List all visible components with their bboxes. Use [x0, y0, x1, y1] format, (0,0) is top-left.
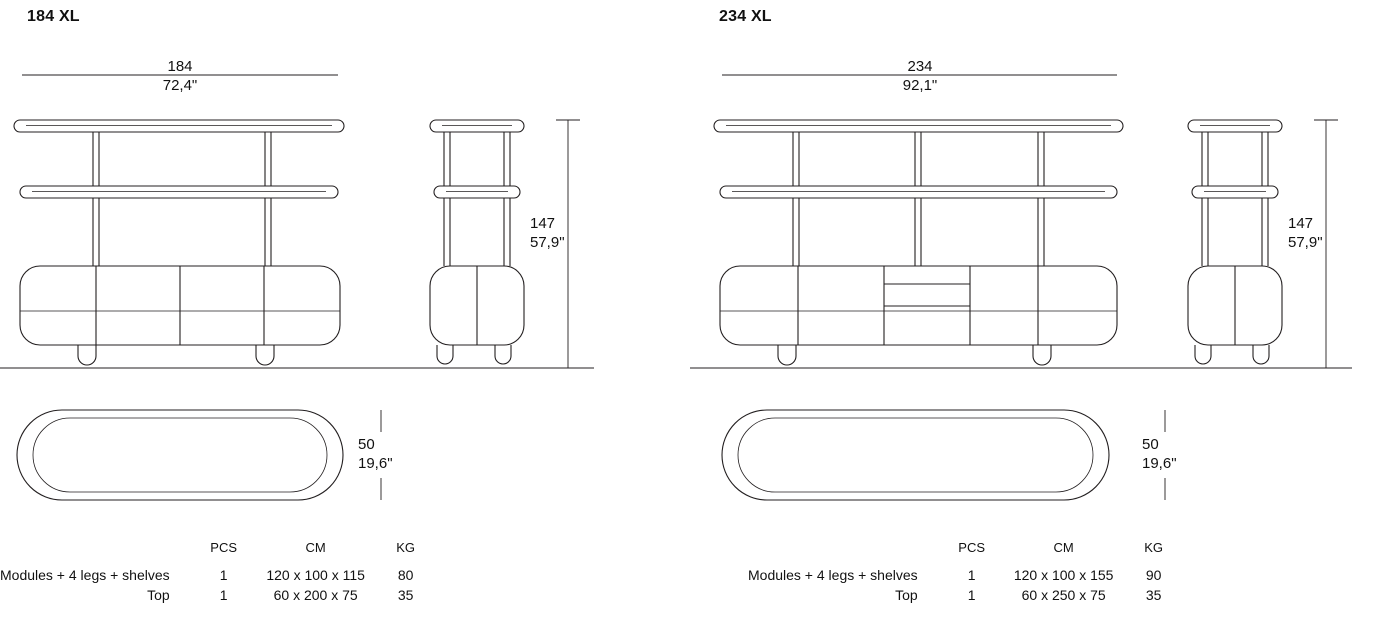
table-header-cm: CM [1053, 540, 1074, 555]
front-top-shelf [714, 120, 1123, 132]
row-cm: 60 x 200 x 75 [273, 587, 358, 603]
top-view-outline-184 [17, 410, 343, 500]
specs-table-184 [0, 540, 600, 605]
depth-label-234: 50 19,6" [1142, 436, 1177, 472]
row-kg: 90 [1145, 567, 1162, 583]
front-leg-left [778, 345, 796, 365]
row-label: Modules + 4 legs + shelves [0, 567, 170, 583]
row-pcs: 1 [967, 567, 976, 583]
side-leg-right [495, 345, 511, 364]
depth-label-184: 50 19,6" [358, 436, 393, 472]
row-kg: 35 [1145, 587, 1162, 603]
product-panel-234xl [690, 0, 1377, 642]
table-row [748, 585, 1180, 605]
front-middle-shelf [20, 186, 338, 198]
page-title-184xl: 184 XL [27, 8, 80, 25]
top-view-inner-184 [33, 418, 327, 492]
row-pcs: 1 [219, 567, 228, 583]
top-view-inner-234 [738, 418, 1093, 492]
side-middle-shelf [1192, 186, 1278, 198]
table-row [748, 565, 1180, 585]
side-leg-right [1253, 345, 1269, 364]
table-header-cm: CM [305, 540, 326, 555]
front-top-shelf [14, 120, 344, 132]
row-label: Top [895, 587, 918, 603]
table-header-row [0, 540, 432, 565]
table-header-row [748, 540, 1180, 565]
row-cm: 120 x 100 x 115 [266, 567, 365, 583]
front-leg-left [78, 345, 96, 365]
row-kg: 80 [397, 567, 414, 583]
table-header-pcs: PCS [210, 540, 238, 555]
side-leg-left [437, 345, 453, 364]
row-kg: 35 [397, 587, 414, 603]
height-label-184: 147 57,9" [530, 215, 565, 251]
table-header-pcs: PCS [958, 540, 986, 555]
row-pcs: 1 [967, 587, 976, 603]
table-row [0, 585, 432, 605]
table-header-blank [748, 540, 944, 565]
width-label-184: 184 72,4" [162, 58, 198, 94]
height-label-234: 147 57,9" [1288, 215, 1323, 251]
row-label: Top [147, 587, 170, 603]
row-cm: 120 x 100 x 155 [1013, 567, 1114, 583]
side-leg-left [1195, 345, 1211, 364]
row-pcs: 1 [219, 587, 228, 603]
page-title-234xl: 234 XL [719, 8, 772, 25]
front-middle-shelf [720, 186, 1117, 198]
front-leg-right [1033, 345, 1051, 365]
front-leg-right [256, 345, 274, 365]
table-header-blank [0, 540, 196, 565]
side-top-shelf [1188, 120, 1282, 132]
side-top-shelf [430, 120, 524, 132]
table-row [0, 565, 432, 585]
table-header-kg: KG [1144, 540, 1164, 555]
width-label-234: 234 92,1" [902, 58, 938, 94]
side-middle-shelf [434, 186, 520, 198]
row-cm: 60 x 250 x 75 [1021, 587, 1106, 603]
top-view-outline-234 [722, 410, 1109, 500]
row-label: Modules + 4 legs + shelves [748, 567, 918, 583]
specs-table-234 [748, 540, 1348, 605]
table-header-kg: KG [396, 540, 416, 555]
